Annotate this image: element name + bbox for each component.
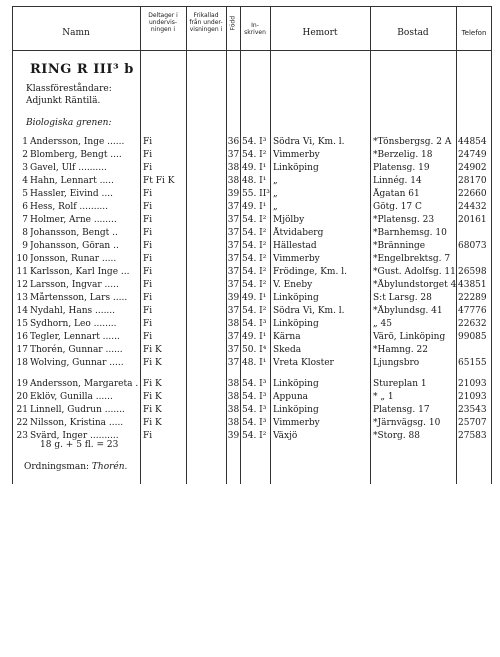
student-phone: 20161 [458, 215, 487, 225]
student-name [30, 136, 138, 148]
leader-dots: .......... [75, 163, 107, 173]
leader-dots: .. [110, 241, 119, 251]
leader-dots: ...... [102, 345, 123, 355]
student-born: 37 [227, 306, 240, 316]
orderman-line [24, 462, 127, 472]
student-address: *Barnhemsg. 10 [373, 228, 447, 238]
student-name-text: Hess, Rolf [30, 202, 77, 212]
student-name-text: Thorén, Gunnar [30, 345, 103, 355]
leader-dots: ...... [92, 392, 113, 402]
student-subjects: Fi K [143, 345, 162, 355]
leader-dots: ...... [99, 332, 120, 342]
student-enrolled: 49. I¹ [242, 332, 267, 342]
student-enrolled: 48. I¹ [242, 358, 267, 368]
student-phone: 44854 [458, 137, 487, 147]
student-name-text: Andersson, Inge [30, 137, 105, 147]
student-number: 14 [16, 306, 28, 316]
student-born: 37 [227, 280, 240, 290]
table-row [12, 357, 492, 369]
class-roster-table [12, 6, 492, 484]
leader-dots: ... [118, 267, 130, 277]
student-enrolled: 49. I¹ [242, 163, 267, 173]
student-phone: 43851 [458, 280, 487, 290]
leader-dots: ....... [92, 306, 116, 316]
student-address: *Engelbrektsg. 7 [373, 254, 451, 264]
col-header-phone: Telefon [461, 29, 487, 37]
student-hometown: Södra Vi, Km. l. [273, 137, 345, 147]
student-name [30, 417, 138, 429]
student-name-text: Blomberg, Bengt [30, 150, 108, 160]
student-enrolled: 49. I¹ [242, 293, 267, 303]
table-row [12, 253, 492, 265]
student-name-text: Nydahl, Hans [30, 306, 93, 316]
student-enrolled: 54. I² [242, 306, 267, 316]
student-enrolled: 54. I³ [242, 392, 267, 402]
student-hometown: Vreta Kloster [273, 358, 334, 368]
student-subjects: Fi [143, 241, 153, 251]
leader-dots: ...... [104, 137, 125, 147]
student-phone: 27583 [458, 431, 487, 441]
student-born: 37 [227, 150, 240, 160]
student-enrolled: 54. I² [242, 215, 267, 225]
student-phone: 99085 [458, 332, 487, 342]
student-born: 37 [227, 228, 240, 238]
student-phone: 26598 [458, 267, 487, 277]
student-number: 12 [16, 280, 28, 290]
student-subjects: Fi [143, 332, 153, 342]
student-address: Värö, Linköping [373, 332, 446, 342]
student-enrolled: 54. I² [242, 150, 267, 160]
student-address: *Storg. 88 [373, 431, 420, 441]
col-header-name: Namn [62, 28, 90, 38]
student-address: *Tönsbergsg. 2 A [373, 137, 452, 147]
student-born: 37 [227, 202, 240, 212]
student-born: 37 [227, 345, 240, 355]
class-teacher-name [26, 96, 100, 106]
student-phone: 22632 [458, 319, 487, 329]
student-born: 39 [227, 293, 240, 303]
student-enrolled: 54. I² [242, 228, 267, 238]
table-row [12, 188, 492, 200]
student-phone: 25707 [458, 418, 487, 428]
student-name-text: Tegler, Lennart [30, 332, 100, 342]
student-name-text: Johansson, Bengt [30, 228, 110, 238]
student-born: 37 [227, 267, 240, 277]
student-enrolled: 54. I³ [242, 418, 267, 428]
student-name-text: Karlsson, Karl Inge [30, 267, 119, 277]
student-name [30, 357, 138, 369]
student-name-text: Linnell, Gudrun [30, 405, 102, 415]
student-name [30, 331, 138, 343]
student-born: 38 [227, 176, 240, 186]
table-row [12, 136, 492, 148]
student-subjects: Fi K [143, 392, 162, 402]
student-subjects: Fi [143, 293, 153, 303]
student-number: 23 [16, 431, 28, 441]
student-hometown: „ [273, 202, 278, 212]
student-enrolled: 54. I² [242, 241, 267, 251]
student-number: 16 [16, 332, 28, 342]
student-born: 39 [227, 431, 240, 441]
student-phone: 65155 [458, 358, 487, 368]
leader-dots: ....... [101, 405, 125, 415]
student-address: *Åbylundstorget 4 [373, 280, 456, 290]
student-enrolled: 54. I² [242, 254, 267, 264]
student-hometown: Linköping [273, 379, 319, 389]
student-enrolled: 54. I² [242, 267, 267, 277]
student-address: Ågatan 61 [373, 189, 420, 199]
student-number: 3 [22, 163, 28, 173]
student-subjects: Fi [143, 267, 153, 277]
col-header-hometown: Hemort [302, 28, 338, 38]
student-name-text: Holmer, Arne [30, 215, 91, 225]
student-number: 5 [22, 189, 28, 199]
teacher-text: Adjunkt Räntilä. [26, 96, 101, 106]
orderman-name: Thorén. [91, 462, 128, 472]
leader-dots: .. [109, 228, 118, 238]
leader-dots: . [132, 379, 138, 389]
col-header-exempt: Frikallad från under- visningen i [189, 12, 223, 33]
student-hometown: Linköping [273, 319, 319, 329]
student-number: 2 [22, 150, 28, 160]
student-name [30, 292, 138, 304]
student-name-text: Andersson, Margareta [30, 379, 133, 389]
student-enrolled: 54. I³ [242, 405, 267, 415]
student-phone: 22289 [458, 293, 487, 303]
student-phone: 24749 [458, 150, 487, 160]
ring-title: RING R III³ b [30, 62, 134, 77]
table-row [12, 149, 492, 161]
table-row [12, 175, 492, 187]
student-subjects: Fi [143, 137, 153, 147]
student-hometown: Linköping [273, 293, 319, 303]
student-name [30, 188, 138, 200]
student-number: 6 [22, 202, 28, 212]
student-subjects: Fi [143, 280, 153, 290]
student-phone: 23543 [458, 405, 487, 415]
student-born: 39 [227, 189, 240, 199]
student-address: „ 45 [373, 319, 392, 329]
student-born: 36 [227, 137, 240, 147]
student-name [30, 240, 138, 252]
col-header-enrolled: In- skriven [244, 22, 266, 36]
student-name [30, 214, 138, 226]
student-address: S:t Larsg. 28 [373, 293, 432, 303]
student-born: 37 [227, 358, 240, 368]
student-name-text: Svärd, Inger [30, 431, 88, 441]
student-name-text: Hassler, Eivind [30, 189, 99, 199]
student-address: *Berzelig. 18 [373, 150, 433, 160]
class-teacher-label: Klassföreståndare: [26, 84, 112, 94]
student-hometown: Åtvidaberg [273, 228, 324, 238]
student-subjects: Fi K [143, 405, 162, 415]
student-name [30, 344, 138, 356]
branch-heading: Biologiska grenen: [26, 118, 112, 128]
student-subjects: Fi [143, 306, 153, 316]
student-address: Stureplan 1 [373, 379, 427, 389]
orderman-label: Ordningsman: [24, 462, 90, 472]
table-row [12, 344, 492, 356]
student-name [30, 227, 138, 239]
student-name-text: Jonsson, Runar [30, 254, 100, 264]
student-number: 18 [16, 358, 28, 368]
student-address: Ljungsbro [373, 358, 420, 368]
table-row [12, 266, 492, 278]
student-hometown: Södra Vi, Km. l. [273, 306, 345, 316]
student-number: 22 [16, 418, 28, 428]
student-name-text: Gavel, Ulf [30, 163, 76, 173]
leader-dots: ..... [96, 176, 114, 186]
student-born: 38 [227, 418, 240, 428]
student-number: 13 [16, 293, 28, 303]
student-subjects: Fi K [143, 379, 162, 389]
student-subjects: Fi [143, 228, 153, 238]
student-born: 37 [227, 241, 240, 251]
leader-dots: ..... [110, 293, 128, 303]
student-phone: 68073 [458, 241, 487, 251]
student-name [30, 149, 138, 161]
student-phone: 47776 [458, 306, 487, 316]
student-phone: 24432 [458, 202, 487, 212]
col-header-address: Bostad [397, 28, 429, 38]
student-address: *Hamng. 22 [373, 345, 428, 355]
table-row [12, 162, 492, 174]
leader-dots: ........ [90, 319, 117, 329]
student-subjects: Fi [143, 319, 153, 329]
student-hometown: Hällestad [273, 241, 317, 251]
student-born: 38 [227, 379, 240, 389]
student-subjects: Fi [143, 254, 153, 264]
leader-dots: ..... [106, 358, 124, 368]
leader-dots: .......... [87, 431, 119, 441]
student-name [30, 175, 138, 187]
table-row [12, 305, 492, 317]
leader-dots: .......... [76, 202, 109, 212]
student-hometown: Linköping [273, 163, 319, 173]
student-address: * „ 1 [373, 392, 394, 402]
student-subjects: Fi [143, 215, 153, 225]
student-phone: 24902 [458, 163, 487, 173]
student-number: 7 [22, 215, 28, 225]
student-number: 21 [16, 405, 28, 415]
student-phone: 21093 [458, 392, 487, 402]
student-born: 38 [227, 319, 240, 329]
student-enrolled: 54. I³ [242, 379, 267, 389]
col-header-participates: Deltager i undervis- ningen i [148, 12, 178, 33]
student-number: 15 [16, 319, 28, 329]
student-name [30, 305, 138, 317]
student-number: 17 [16, 345, 28, 355]
student-name-text: Mårtensson, Lars [30, 293, 111, 303]
student-name [30, 201, 138, 213]
student-born: 38 [227, 405, 240, 415]
student-hometown: Vimmerby [273, 254, 320, 264]
student-name [30, 162, 138, 174]
student-hometown: Frödinge, Km. l. [273, 267, 347, 277]
student-subjects: Fi K [143, 358, 162, 368]
student-subjects: Fi K [143, 418, 162, 428]
student-name-text: Larsson, Ingvar [30, 280, 102, 290]
student-number: 8 [22, 228, 28, 238]
student-number: 20 [16, 392, 28, 402]
student-name [30, 266, 138, 278]
col-header-born: Född [229, 15, 237, 31]
student-number: 10 [16, 254, 28, 264]
student-number: 1 [22, 137, 28, 147]
student-enrolled: 54. I² [242, 431, 267, 441]
table-row [12, 404, 492, 416]
student-subjects: Fi [143, 202, 153, 212]
student-name-text: Hahn, Lennart [30, 176, 97, 186]
table-row [12, 318, 492, 330]
student-hometown: V. Eneby [273, 280, 313, 290]
student-hometown: Appuna [273, 392, 308, 402]
table-row [12, 292, 492, 304]
leader-dots: ..... [101, 280, 119, 290]
student-hometown: Linköping [273, 405, 319, 415]
student-subjects: Fi [143, 150, 153, 160]
leader-dots: .... [107, 150, 122, 160]
student-name [30, 318, 138, 330]
student-name-text: Nilsson, Kristina [30, 418, 106, 428]
table-row [12, 378, 492, 390]
student-address: *Bränninge [373, 241, 426, 251]
student-name-text: Wolving, Gunnar [30, 358, 107, 368]
leader-dots: ..... [99, 254, 117, 264]
student-born: 38 [227, 392, 240, 402]
student-hometown: Skeda [273, 345, 302, 355]
student-hometown: Vimmerby [273, 418, 320, 428]
student-subjects: Ft Fi K [143, 176, 175, 186]
student-address: *Platensg. 23 [373, 215, 435, 225]
student-number: 4 [22, 176, 28, 186]
student-enrolled: 54. I³ [242, 319, 267, 329]
student-hometown: Vimmerby [273, 150, 320, 160]
table-row [12, 227, 492, 239]
student-address: *Järnvägsg. 10 [373, 418, 441, 428]
table-row [12, 201, 492, 213]
student-subjects: Fi [143, 431, 153, 441]
student-number: 9 [22, 241, 28, 251]
student-name [30, 404, 138, 416]
student-name [30, 391, 138, 403]
student-born: 37 [227, 332, 240, 342]
table-row [12, 240, 492, 252]
student-born: 37 [227, 254, 240, 264]
student-address: *Åbylundsg. 41 [373, 306, 443, 316]
summary-line: 18 g. + 5 fl. = 23 [40, 440, 119, 450]
student-enrolled: 50. I⁴ [242, 345, 267, 355]
student-enrolled: 54. I² [242, 280, 267, 290]
table-row [12, 331, 492, 343]
student-enrolled: 54. I³ [242, 137, 267, 147]
student-name-text: Eklöv, Gunilla [30, 392, 93, 402]
student-name [30, 378, 138, 390]
student-name-text: Johansson, Göran [30, 241, 111, 251]
student-enrolled: 49. I¹ [242, 202, 267, 212]
student-address: Platensg. 19 [373, 163, 430, 173]
student-number: 11 [16, 267, 28, 277]
row-rule [12, 6, 492, 7]
student-address: Platensg. 17 [373, 405, 430, 415]
student-enrolled: 55. II³ [242, 189, 270, 199]
student-enrolled: 48. I¹ [242, 176, 267, 186]
student-name [30, 279, 138, 291]
student-hometown: „ [273, 176, 278, 186]
student-hometown: Växjö [273, 431, 298, 441]
table-row [12, 391, 492, 403]
student-subjects: Fi [143, 189, 153, 199]
table-row [12, 417, 492, 429]
table-row [12, 214, 492, 226]
student-phone: 28170 [458, 176, 487, 186]
student-born: 38 [227, 163, 240, 173]
table-row [12, 279, 492, 291]
student-name [30, 253, 138, 265]
student-phone: 21093 [458, 379, 487, 389]
student-phone: 22660 [458, 189, 487, 199]
student-number: 19 [16, 379, 28, 389]
leader-dots: ........ [90, 215, 117, 225]
student-hometown: Kärna [273, 332, 301, 342]
student-address: *Gust. Adolfsg. 11 [373, 267, 456, 277]
leader-dots: .... [98, 189, 113, 199]
student-hometown: „ [273, 189, 278, 199]
row-rule [12, 50, 492, 51]
student-name-text: Sydhorn, Leo [30, 319, 91, 329]
leader-dots: ..... [106, 418, 124, 428]
student-subjects: Fi [143, 163, 153, 173]
student-hometown: Mjölby [273, 215, 305, 225]
student-born: 37 [227, 215, 240, 225]
student-address: Götg. 17 C [373, 202, 422, 212]
student-address: Linnég. 14 [373, 176, 422, 186]
